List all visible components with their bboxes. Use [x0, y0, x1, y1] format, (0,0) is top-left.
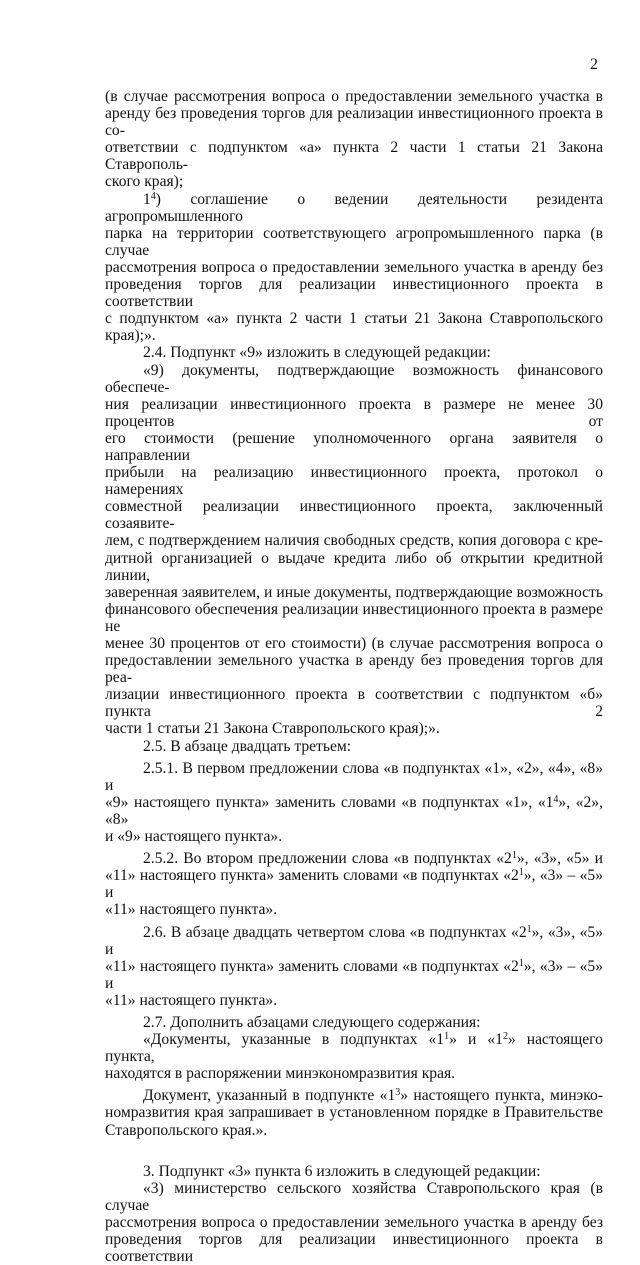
paragraph-8: 2.6. В абзаце двадцать четвертом слова «в подпунктах «$2^1$», «3», «5» и «11» настоящего пункта» заменить словами «в подпунктах «$2^1$», «3» – «5» и «11» настоящего пункта». [105, 923, 604, 1009]
paragraph-2: $1^4$) соглашение о ведении деятельности резидента агропромышленного парка на территории соответствующего агропромышленного парка (в случае рассмотрения вопроса о предоставлении земельного участка в аренду без проведения торгов для реализации инвестиционного проекта в соответствии с подпунктом «а» пункта 2 части 1 статьи 21 Закона Ставропольского края);». [105, 190, 603, 345]
paragraph-12: 3. Подпункт «3» пункта 6 изложить в следующей редакции: [143, 1162, 541, 1180]
paragraph-6: 2.5.1. В первом предложении слова «в подпунктах «1», «2», «4», «8» и «9» настоящего пункта» заменить словами «в подпунктах «1», «$1^4$», «2», «8» и «9» настоящего пункта». [105, 759, 603, 846]
paragraph-3: 2.4. Подпункт «9» изложить в следующей редакции: [143, 344, 491, 362]
paragraph-7: 2.5.2. Во втором предложении слова «в подпунктах «$2^1$», «3», «5» и «11» настоящего пункта» заменить словами «в подпунктах «$2^1$», «3» – «5» и «11» настоящего пункта». [105, 850, 603, 919]
paragraph-13: «3) министерство сельского хозяйства Ставропольского края (в случае рассмотрения вопроса о предоставлении земельного участка в аренду без проведения торгов для реализации инвестиционного проекта в соответствии [105, 1179, 603, 1265]
paragraph-5: 2.5. В абзаце двадцать третьем: [143, 737, 352, 755]
paragraph-10: «Документы, указанные в подпунктах «$1^1$» и «$1^2$» настоящего пункта, находятся в распоряжении минэкономразвития края. [105, 1031, 603, 1083]
paragraph-4: «9) документы, подтверждающие возможность финансового обеспече- ния реализации инвестиционного проекта в размере не менее 30 процентов от его стоимости (решение уполномоченного органа заявителя о направлении прибыли на реализацию инвестиционного проекта, протокол о намерениях совместной реализации инвестиционного проекта, заключенный созаявите- лем, с подтверждением наличия свободных средств, копия договора с кре- дитной организацией о выдаче кредита либо об открытии кредитной линии, заверенная заявителем, и иные документы, подтверждающие возможность финансового обеспечения реализации инвестиционного проекта в размере не менее 30 процентов от его стоимости) (в случае рассмотрения вопроса о предоставлении земельного участка в аренду без проведения торгов для реа- лизации инвестиционного проекта в соответствии с подпунктом «б» пункта 2 части 1 статьи 21 Закона Ставропольского края);». [105, 361, 603, 738]
page-number: 2 [590, 56, 598, 73]
paragraph-1: (в случае рассмотрения вопроса о предоставлении земельного участка в аренду без проведения торгов для реализации инвестиционного проекта в со- ответствии с подпунктом «а» пункта 2 части 1 статьи 21 Закона Ставрополь- ского края); [105, 88, 603, 191]
paragraph-9: 2.7. Дополнить абзацами следующего содержания: [143, 1013, 481, 1031]
document-body [105, 88, 603, 1265]
paragraph-11: Документ, указанный в подпункте «$1^3$» настоящего пункта, минэко- номразвития края запрашивает в установленном порядке в Правительстве Ставропольского края.». [105, 1087, 603, 1139]
